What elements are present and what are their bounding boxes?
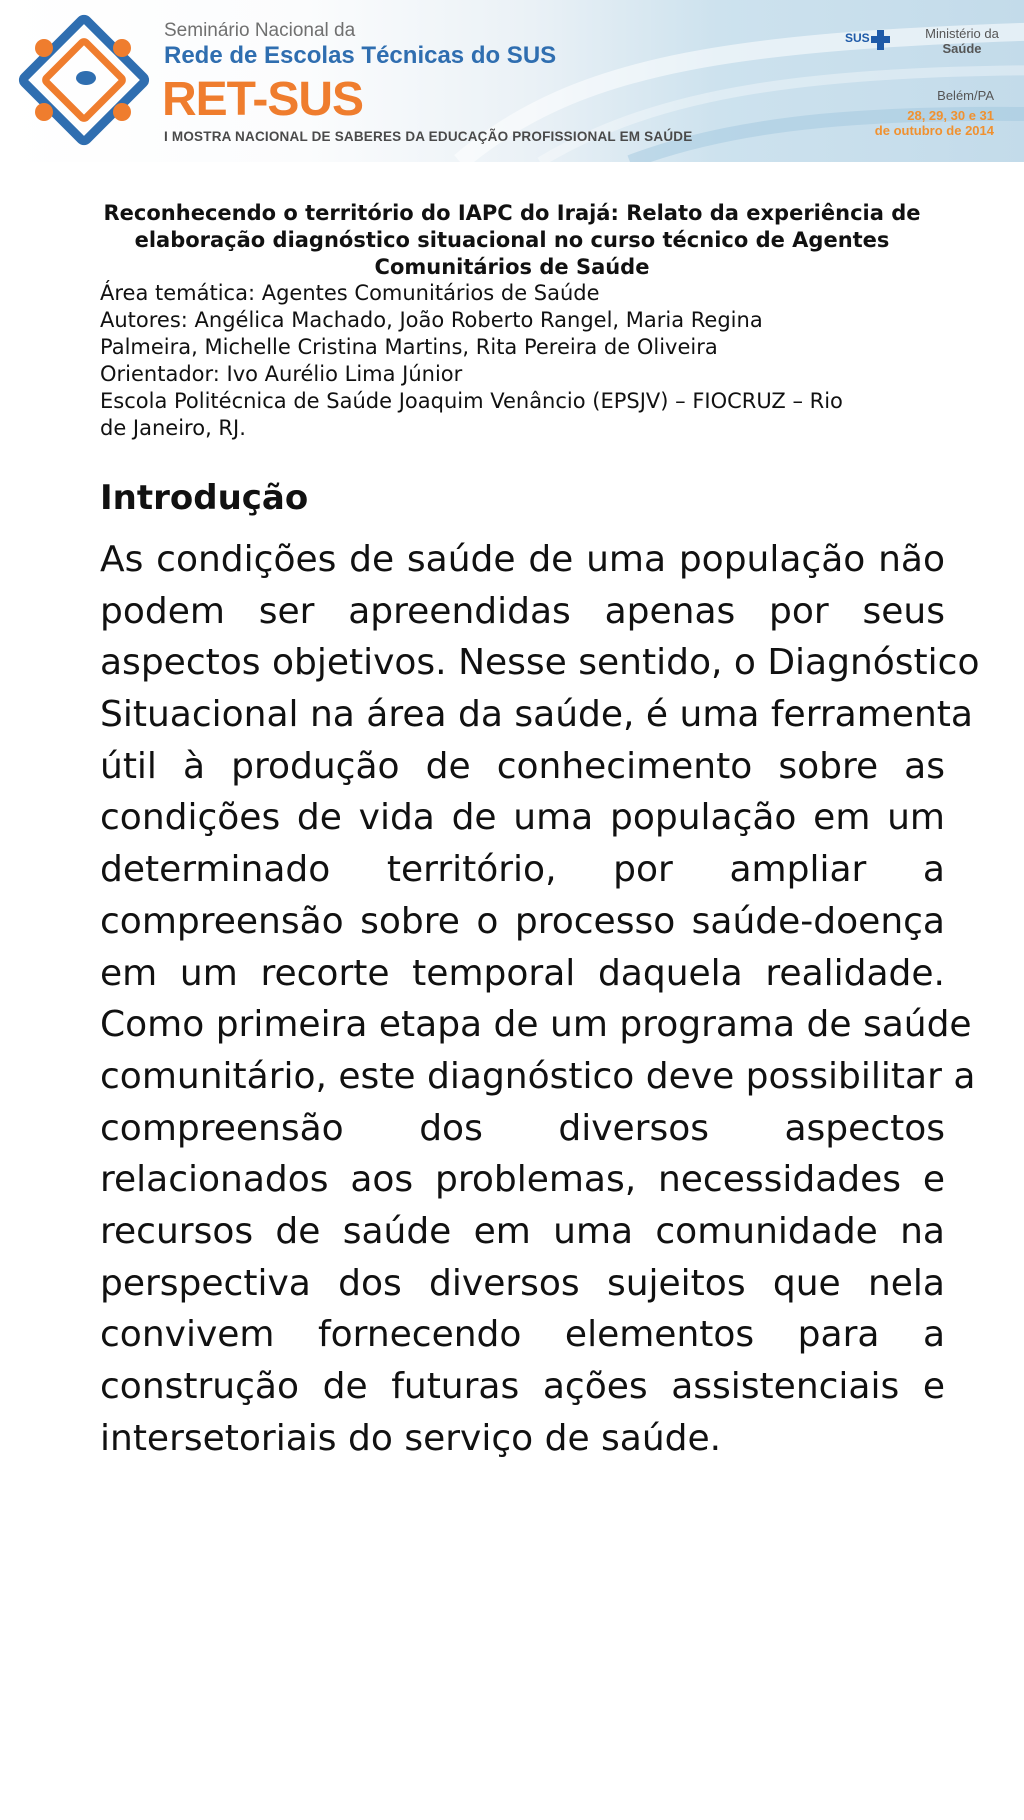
ministry-line2: Saúde — [942, 41, 982, 56]
paragraph-line: condições de vida de uma população em um — [100, 797, 945, 839]
document-title — [100, 200, 924, 281]
authors-line: Autores: Angélica Machado, João Roberto Rangel, Maria Regina — [100, 308, 763, 332]
banner-mostra-subtitle: I MOSTRA NACIONAL DE SABERES DA EDUCAÇÃO PROFISSIONAL EM SAÚDE — [164, 129, 693, 144]
paragraph-line: aspectos objetivos. Nesse sentido, o Diagnóstico — [100, 642, 980, 684]
document-metadata — [100, 280, 950, 442]
paragraph-line: determinado território, por ampliar a — [100, 849, 945, 891]
paragraph-line: em um recorte temporal daquela realidade. — [100, 952, 945, 994]
banner-seminar-label: Seminário Nacional da — [164, 20, 356, 41]
event-dates-line2: de outubro de 2014 — [874, 123, 994, 138]
paragraph-line: perspectiva dos diversos sujeitos que nela — [100, 1262, 945, 1304]
ministry-logo — [912, 26, 1012, 56]
authors-line: Palmeira, Michelle Cristina Martins, Rita Pereira de Oliveira — [100, 335, 718, 359]
advisor-line: Orientador: Ivo Aurélio Lima Júnior — [100, 362, 463, 386]
title-line: Comunitários de Saúde — [374, 255, 650, 279]
ministry-line1: Ministério da — [925, 26, 999, 41]
paragraph-line: As condições de saúde de uma população não — [100, 539, 945, 580]
paragraph-line: intersetoriais do serviço de saúde. — [100, 1417, 722, 1459]
paragraph-line: útil à produção de conhecimento sobre as — [100, 745, 945, 787]
paragraph-line: compreensão sobre o processo saúde-doença — [100, 900, 945, 942]
event-dates — [875, 108, 994, 138]
paragraph-line: recursos de saúde em uma comunidade na — [100, 1210, 945, 1252]
paragraph-line: relacionados aos problemas, necessidades e — [100, 1159, 945, 1201]
thematic-area: Área temática: Agentes Comunitários de Saúde — [100, 281, 600, 305]
introduction-paragraph — [100, 534, 980, 1464]
section-heading: Introdução — [100, 478, 309, 518]
paragraph-line: construção de futuras ações assistenciais e — [100, 1366, 945, 1407]
paragraph-line: compreensão dos diversos aspectos — [100, 1107, 945, 1149]
paragraph-line: Situacional na área da saúde, é uma ferramenta — [100, 694, 973, 736]
institution-line: Escola Politécnica de Saúde Joaquim Venâncio (EPSJV) – FIOCRUZ – Rio — [100, 389, 843, 413]
sus-label: SUS — [845, 31, 870, 45]
ret-sus-logo-icon — [14, 12, 154, 148]
paragraph-line: podem ser apreendidas apenas por seus — [100, 590, 945, 632]
title-line: elaboração diagnóstico situacional no curso técnico de Agentes — [134, 228, 890, 252]
title-line: Reconhecendo o território do IAPC do Irajá: Relato da experiência de — [103, 201, 921, 225]
event-city: Belém/PA — [937, 88, 994, 103]
banner-network-name: Rede de Escolas Técnicas do SUS — [164, 42, 557, 69]
paragraph-line: comunitário, este diagnóstico deve possibilitar a — [100, 1055, 976, 1097]
institution-line: de Janeiro, RJ. — [100, 416, 246, 440]
event-banner — [0, 0, 1024, 162]
banner-ret-sus-title: RET-SUS — [162, 73, 364, 126]
paragraph-line: convivem fornecendo elementos para a — [100, 1314, 945, 1356]
event-dates-line1: 28, 29, 30 e 31 — [907, 108, 994, 123]
paragraph-line: Como primeira etapa de um programa de saúde — [100, 1004, 972, 1046]
